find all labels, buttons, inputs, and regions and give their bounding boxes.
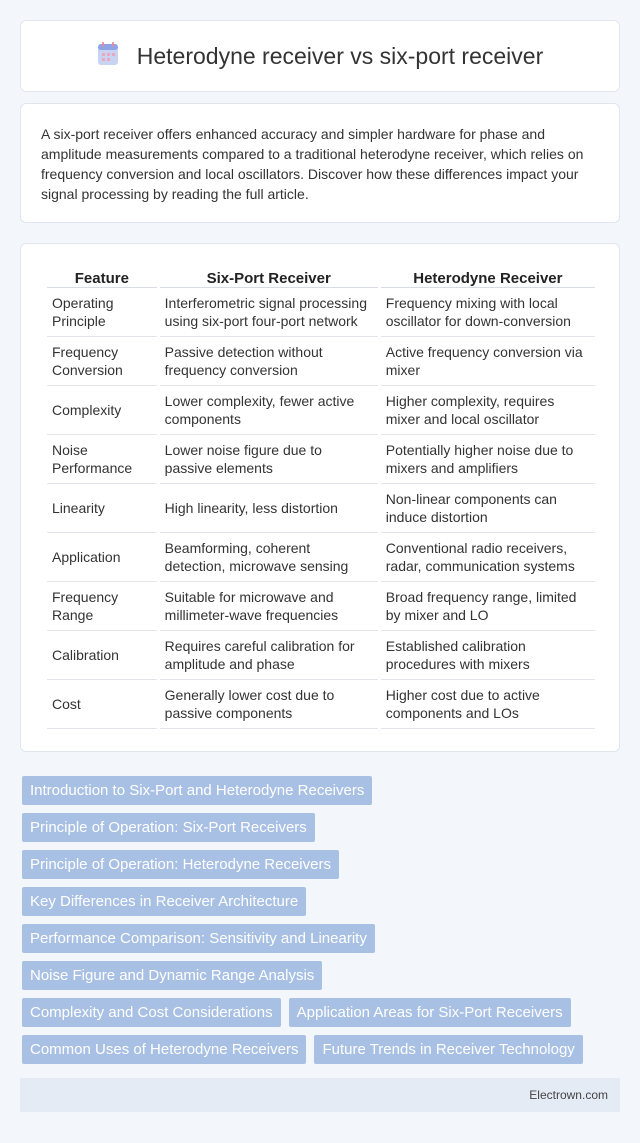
link-row <box>22 961 622 990</box>
table-cell: Cost <box>47 680 157 729</box>
table-cell: Lower complexity, fewer active components <box>160 386 378 435</box>
table-cell: Higher cost due to active components and LOs <box>381 680 595 729</box>
table-cell: Lower noise figure due to passive elements <box>160 435 378 484</box>
table-row <box>47 288 595 337</box>
footer <box>20 1078 620 1112</box>
column-header: Six-Port Receiver <box>160 264 378 288</box>
table-cell: Interferometric signal processing using six-port four-port network <box>160 288 378 337</box>
link-row <box>22 998 622 1027</box>
topic-link[interactable]: Common Uses of Heterodyne Receivers <box>22 1035 306 1064</box>
table-cell: Higher complexity, requires mixer and local oscillator <box>381 386 595 435</box>
table-cell: Generally lower cost due to passive components <box>160 680 378 729</box>
table-cell: Frequency mixing with local oscillator for down-conversion <box>381 288 595 337</box>
title-card <box>20 20 620 92</box>
link-row <box>22 924 622 953</box>
table-cell: Linearity <box>47 484 157 533</box>
link-row <box>22 887 622 916</box>
topic-link[interactable]: Introduction to Six-Port and Heterodyne Receivers <box>22 776 372 805</box>
table-cell: Suitable for microwave and millimeter-wave frequencies <box>160 582 378 631</box>
table-header-row <box>47 264 595 288</box>
topic-link[interactable]: Key Differences in Receiver Architecture <box>22 887 306 916</box>
table-cell: Noise Performance <box>47 435 157 484</box>
table-cell: High linearity, less distortion <box>160 484 378 533</box>
table-cell: Passive detection without frequency conversion <box>160 337 378 386</box>
column-header: Heterodyne Receiver <box>381 264 595 288</box>
table-row <box>47 631 595 680</box>
topic-link[interactable]: Performance Comparison: Sensitivity and Linearity <box>22 924 375 953</box>
topic-link[interactable]: Principle of Operation: Six-Port Receivers <box>22 813 315 842</box>
comparison-table-card <box>20 243 620 752</box>
table-cell: Calibration <box>47 631 157 680</box>
footer-brand: Electrown.com <box>529 1088 608 1102</box>
topic-link[interactable]: Future Trends in Receiver Technology <box>314 1035 582 1064</box>
table-cell: Beamforming, coherent detection, microwave sensing <box>160 533 378 582</box>
intro-card <box>20 103 620 223</box>
table-row <box>47 680 595 729</box>
table-cell: Requires careful calibration for amplitude and phase <box>160 631 378 680</box>
link-row <box>22 776 622 805</box>
table-row <box>47 582 595 631</box>
table-row <box>47 484 595 533</box>
topic-link[interactable]: Application Areas for Six-Port Receivers <box>289 998 571 1027</box>
table-cell: Non-linear components can induce distortion <box>381 484 595 533</box>
table-cell: Frequency Range <box>47 582 157 631</box>
table-cell: Active frequency conversion via mixer <box>381 337 595 386</box>
table-row <box>47 337 595 386</box>
page-title: Heterodyne receiver vs six-port receiver <box>136 42 544 69</box>
related-links <box>22 776 622 1072</box>
document-icon <box>97 42 119 71</box>
table-cell: Operating Principle <box>47 288 157 337</box>
table-row <box>47 533 595 582</box>
topic-link[interactable]: Noise Figure and Dynamic Range Analysis <box>22 961 322 990</box>
topic-link[interactable]: Complexity and Cost Considerations <box>22 998 281 1027</box>
table-cell: Broad frequency range, limited by mixer and LO <box>381 582 595 631</box>
table-cell: Established calibration procedures with mixers <box>381 631 595 680</box>
table-cell: Complexity <box>47 386 157 435</box>
table-cell: Conventional radio receivers, radar, communication systems <box>381 533 595 582</box>
link-row <box>22 813 622 842</box>
column-header: Feature <box>47 264 157 288</box>
intro-text: A six-port receiver offers enhanced accuracy and simpler hardware for phase and amplitude measurements compared to a traditional heterodyne receiver, which relies on frequency conversion and local oscillators. Discover how these differences impact your signal processing by reading the full article. <box>41 126 584 202</box>
comparison-table <box>44 264 598 729</box>
table-cell: Potentially higher noise due to mixers and amplifiers <box>381 435 595 484</box>
table-row <box>47 435 595 484</box>
table-cell: Frequency Conversion <box>47 337 157 386</box>
table-cell: Application <box>47 533 157 582</box>
link-row <box>22 1035 622 1064</box>
link-row <box>22 850 622 879</box>
topic-link[interactable]: Principle of Operation: Heterodyne Receivers <box>22 850 339 879</box>
table-row <box>47 386 595 435</box>
